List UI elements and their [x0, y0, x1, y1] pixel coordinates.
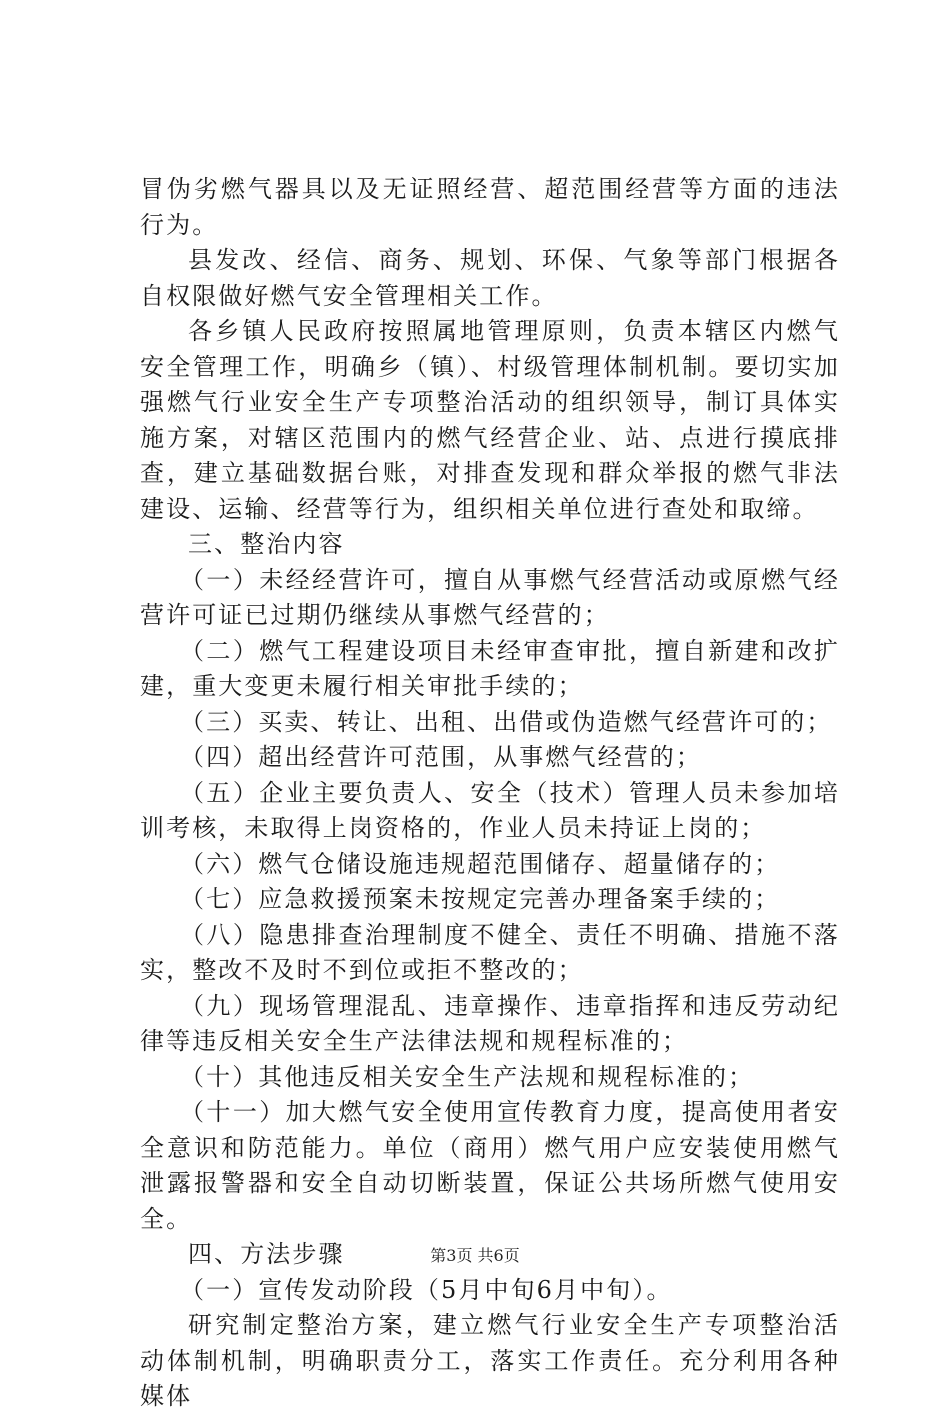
list-item: （八）隐患排查治理制度不健全、责任不明确、措施不落实，整改不及时不到位或拒不整改的；	[140, 920, 840, 984]
list-item: （十一）加大燃气安全使用宣传教育力度，提高使用者安全意识和防范能力。单位（商用）燃气用户应安装使用燃气泄露报警器和安全自动切断装置，保证公共场所燃气使用安全。	[140, 1098, 840, 1233]
paragraph-departments: 县发改、经信、商务、规划、环保、气象等部门根据各自权限做好燃气安全管理相关工作。	[140, 246, 840, 310]
list-item: （一）未经经营许可，擅自从事燃气经营活动或原燃气经营许可证已过期仍继续从事燃气经营的；	[140, 565, 840, 629]
paragraph-continuation: 冒伪劣燃气器具以及无证照经营、超范围经营等方面的违法行为。	[140, 175, 840, 239]
list-item: （二）燃气工程建设项目未经审查审批，擅自新建和改扩建，重大变更未履行相关审批手续的；	[140, 636, 840, 700]
subsection-heading-publicity-phase: （一）宣传发动阶段（5月中旬6月中旬）。	[180, 1275, 673, 1304]
document-body	[140, 172, 840, 1415]
paragraph-research-plan: 研究制定整治方案，建立燃气行业安全生产专项整治活动体制机制，明确职责分工，落实工作责任。充分利用各种媒体	[140, 1311, 840, 1410]
list-item: （四）超出经营许可范围，从事燃气经营的；	[180, 743, 702, 771]
list-item: （六）燃气仓储设施违规超范围储存、超量储存的；	[180, 849, 781, 878]
section-heading-rectification-content: 三、整治内容	[188, 530, 345, 558]
list-item: （七）应急救援预案未按规定完善办理备案手续的；	[180, 885, 781, 913]
page-number-footer: 第3页 共6页	[430, 1246, 520, 1265]
list-item: （十）其他违反相关安全生产法规和规程标准的；	[180, 1062, 755, 1091]
list-item: （九）现场管理混乱、违章操作、违章指挥和违反劳动纪律等违反相关安全生产法律法规和规程标准的；	[140, 991, 840, 1055]
list-item: （五）企业主要负责人、安全（技术）管理人员未参加培训考核，未取得上岗资格的，作业人员未持证上岗的；	[140, 778, 840, 842]
list-item: （三）买卖、转让、出租、出借或伪造燃气经营许可的；	[180, 707, 833, 736]
section-heading-method-steps: 四、方法步骤	[188, 1240, 345, 1268]
paragraph-townships: 各乡镇人民政府按照属地管理原则，负责本辖区内燃气安全管理工作，明确乡（镇）、村级管理体制机制。要切实加强燃气行业安全生产专项整治活动的组织领导，制订具体实施方案，对辖区范围内的燃气经营企业、站、点进行摸底排查，建立基础数据台账，对排查发现和群众举报的燃气非法建设、运输、经营等行为，组织相关单位进行查处和取缔。	[140, 317, 840, 523]
